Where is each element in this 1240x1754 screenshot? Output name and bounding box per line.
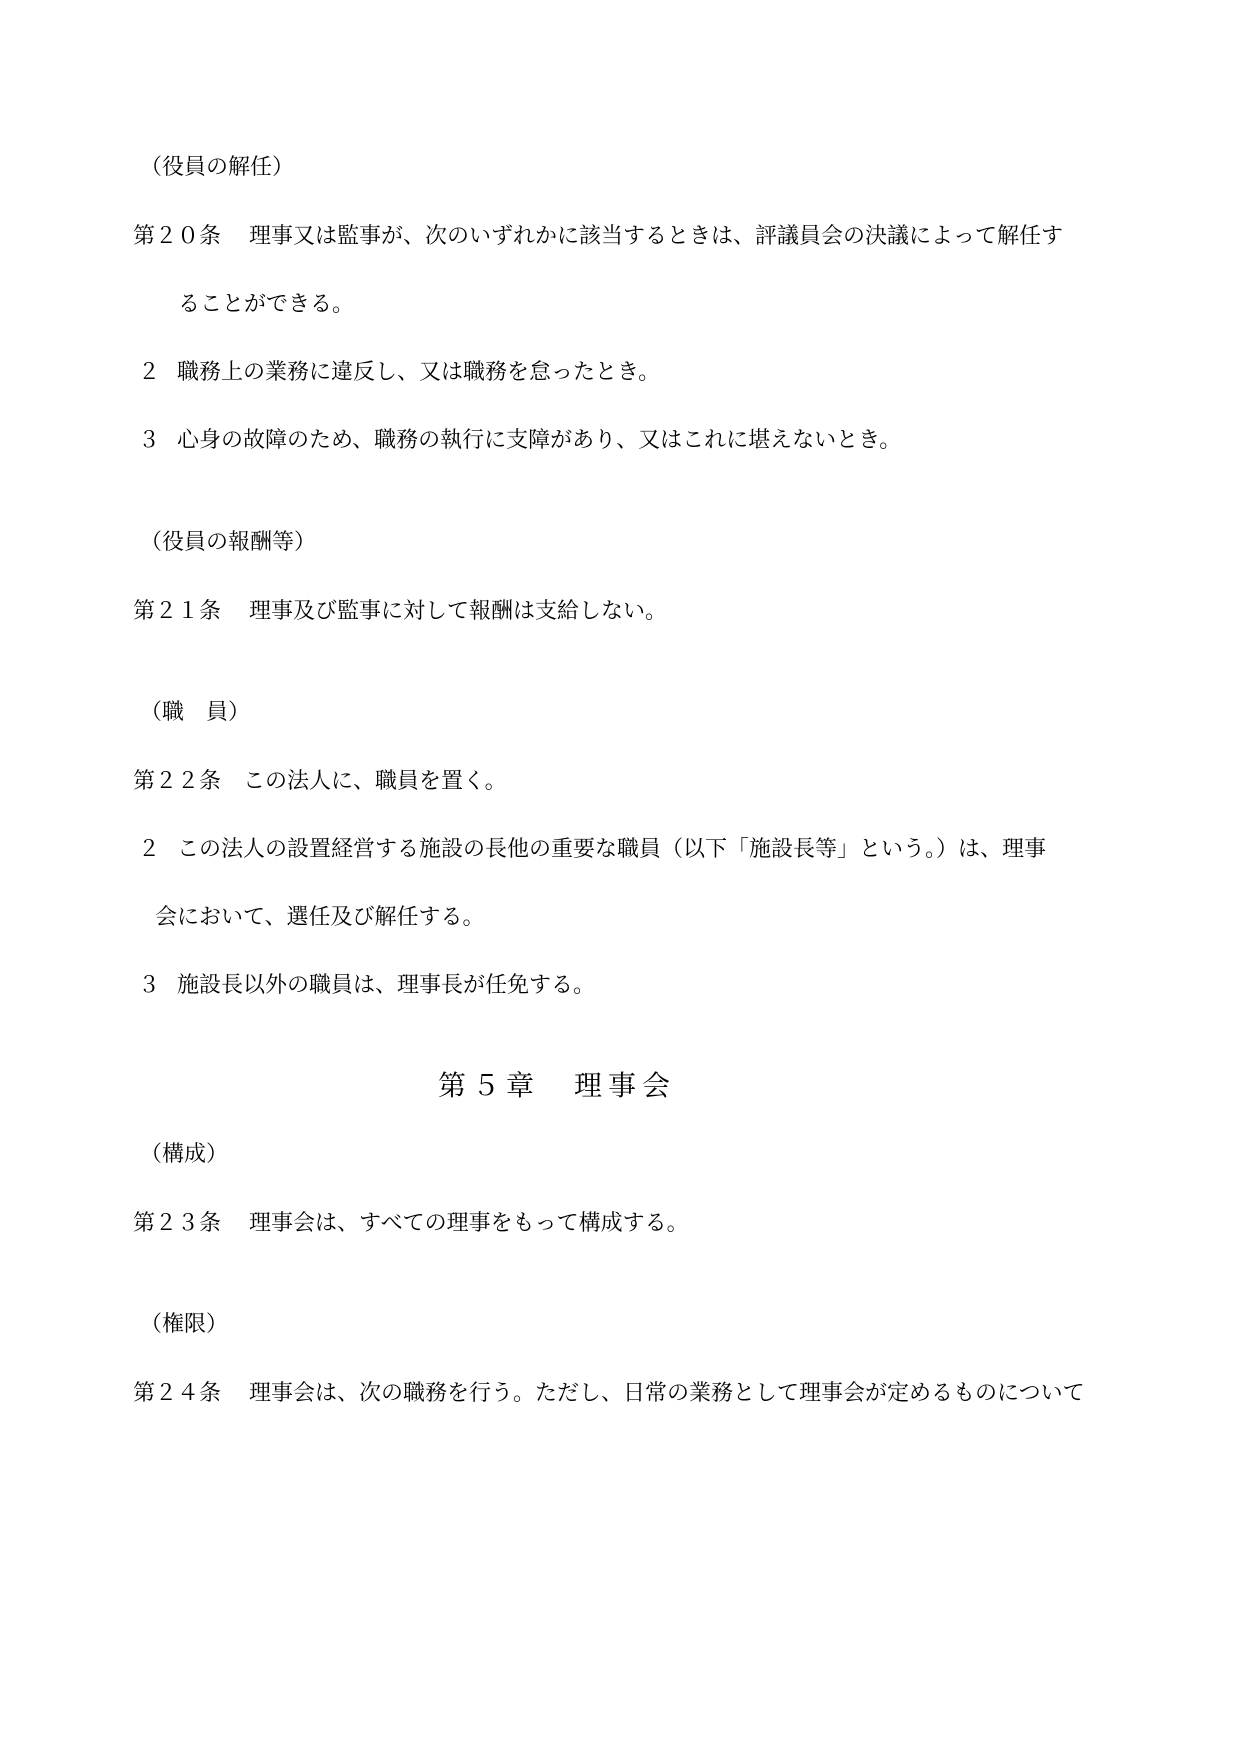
article-20 xyxy=(133,222,1063,252)
article-text: 理事又は監事が、次のいずれかに該当するときは、評議員会の決議によって解任す xyxy=(249,224,1064,249)
article-number: 第２１条 xyxy=(133,599,222,624)
item-text: この法人の設置経営する施設の長他の重要な職員（以下「施設長等」という。）は、理事 xyxy=(177,837,1047,862)
item-number: ３ xyxy=(138,973,161,998)
chapter-heading: 第５章 理事会 xyxy=(438,1069,677,1102)
item-text: 施設長以外の職員は、理事長が任免する。 xyxy=(177,973,596,998)
article-number: 第２４条 xyxy=(133,1381,222,1406)
article-22-item-3 xyxy=(138,971,595,1001)
article-text: この法人に、職員を置く。 xyxy=(243,769,507,794)
article-number: 第２０条 xyxy=(133,224,222,249)
item-number: ３ xyxy=(138,428,161,453)
article-23 xyxy=(133,1209,689,1239)
item-number: ２ xyxy=(138,837,161,862)
caption-composition: （構成） xyxy=(140,1142,229,1167)
article-number: 第２３条 xyxy=(133,1211,222,1236)
article-22-item-2-continuation: 会において、選任及び解任する。 xyxy=(155,905,485,930)
article-text: 理事会は、次の職務を行う。ただし、日常の業務として理事会が定めるものについて xyxy=(249,1381,1085,1406)
article-21 xyxy=(133,597,667,627)
article-number: 第２２条 xyxy=(133,769,222,794)
article-20-item-3 xyxy=(138,426,901,456)
caption-remuneration: （役員の報酬等） xyxy=(140,530,317,555)
caption-dismissal: （役員の解任） xyxy=(140,155,295,180)
article-22 xyxy=(133,767,507,797)
item-text: 心身の故障のため、職務の執行に支障があり、又はこれに堪えないとき。 xyxy=(177,428,902,453)
article-text: 理事及び監事に対して報酬は支給しない。 xyxy=(249,599,668,624)
item-number: ２ xyxy=(138,360,161,385)
article-text: 理事会は、すべての理事をもって構成する。 xyxy=(249,1211,689,1236)
article-20-item-2 xyxy=(138,358,660,388)
article-22-item-2 xyxy=(138,835,1046,865)
caption-staff: （職 員） xyxy=(140,700,251,725)
article-20-continuation: ることができる。 xyxy=(178,292,355,317)
article-24 xyxy=(133,1379,1085,1409)
item-text: 職務上の業務に違反し、又は職務を怠ったとき。 xyxy=(177,360,661,385)
caption-authority: （権限） xyxy=(140,1312,229,1337)
